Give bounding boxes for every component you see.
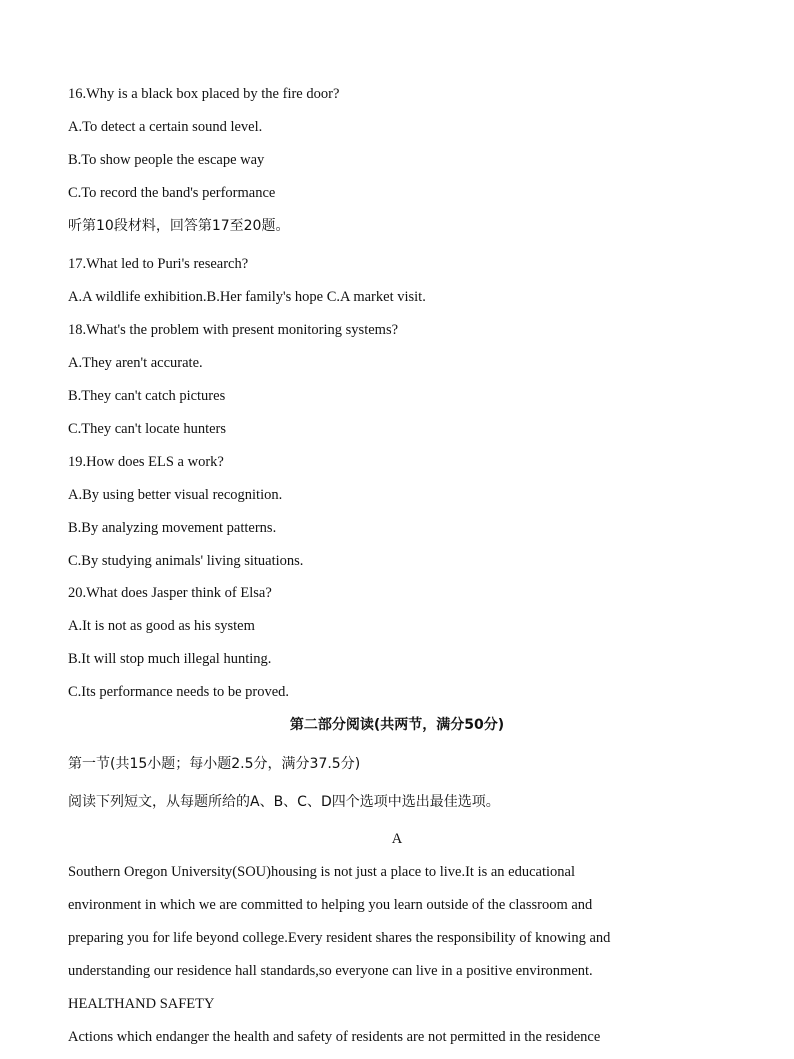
q20-option-b: B.It will stop much illegal hunting. (68, 651, 272, 667)
passage-a-line-1: Southern Oregon University(SOU)housing is not just a place to live.It is an educational (68, 864, 576, 880)
passage10-instruction: 听第10段材料，回答第17至20题。 (68, 218, 290, 234)
part2-heading: 第二部分阅读(共两节，满分50分) (289, 717, 505, 733)
passage-a-label: A (391, 831, 403, 847)
passage-a-line-3: preparing you for life beyond college.Every resident shares the responsibility of knowing and (68, 930, 611, 946)
passage-a-last-line: Actions which endanger the health and safety of residents are not permitted in the residence (68, 1029, 601, 1045)
q17-options: A.A wildlife exhibition.B.Her family's hope C.A market visit. (68, 289, 426, 305)
q20-option-a: A.It is not as good as his system (68, 618, 255, 634)
q16-question: 16.Why is a black box placed by the fire door? (68, 86, 340, 102)
q20-question: 20.What does Jasper think of Elsa? (68, 585, 272, 601)
passage-a-subheading: HEALTHAND SAFETY (68, 996, 215, 1012)
q16-option-b: B.To show people the escape way (68, 152, 265, 168)
q19-question: 19.How does ELS a work? (68, 454, 224, 470)
q18-option-b: B.They can't catch pictures (68, 388, 226, 404)
q17-question: 17.What led to Puri's research? (68, 256, 249, 272)
q18-option-a: A.They aren't accurate. (68, 355, 203, 371)
q18-question: 18.What's the problem with present monitoring systems? (68, 322, 399, 338)
part2-instruction: 阅读下列短文，从每题所给的A、B、C、D四个选项中选出最佳选项。 (68, 794, 500, 810)
q19-option-c: C.By studying animals' living situations. (68, 553, 304, 569)
passage-a-line-4: understanding our residence hall standards,so everyone can live in a positive environment. (68, 963, 593, 979)
q19-option-b: B.By analyzing movement patterns. (68, 520, 277, 536)
passage-a-line-2: environment in which we are committed to helping you learn outside of the classroom and (68, 897, 593, 913)
part2-section1: 第一节(共15小题；每小题2.5分，满分37.5分) (68, 756, 361, 772)
q19-option-a: A.By using better visual recognition. (68, 487, 283, 503)
q20-option-c: C.Its performance needs to be proved. (68, 684, 290, 700)
q16-option-a: A.To detect a certain sound level. (68, 119, 263, 135)
q16-option-c: C.To record the band's performance (68, 185, 276, 201)
q18-option-c: C.They can't locate hunters (68, 421, 227, 437)
